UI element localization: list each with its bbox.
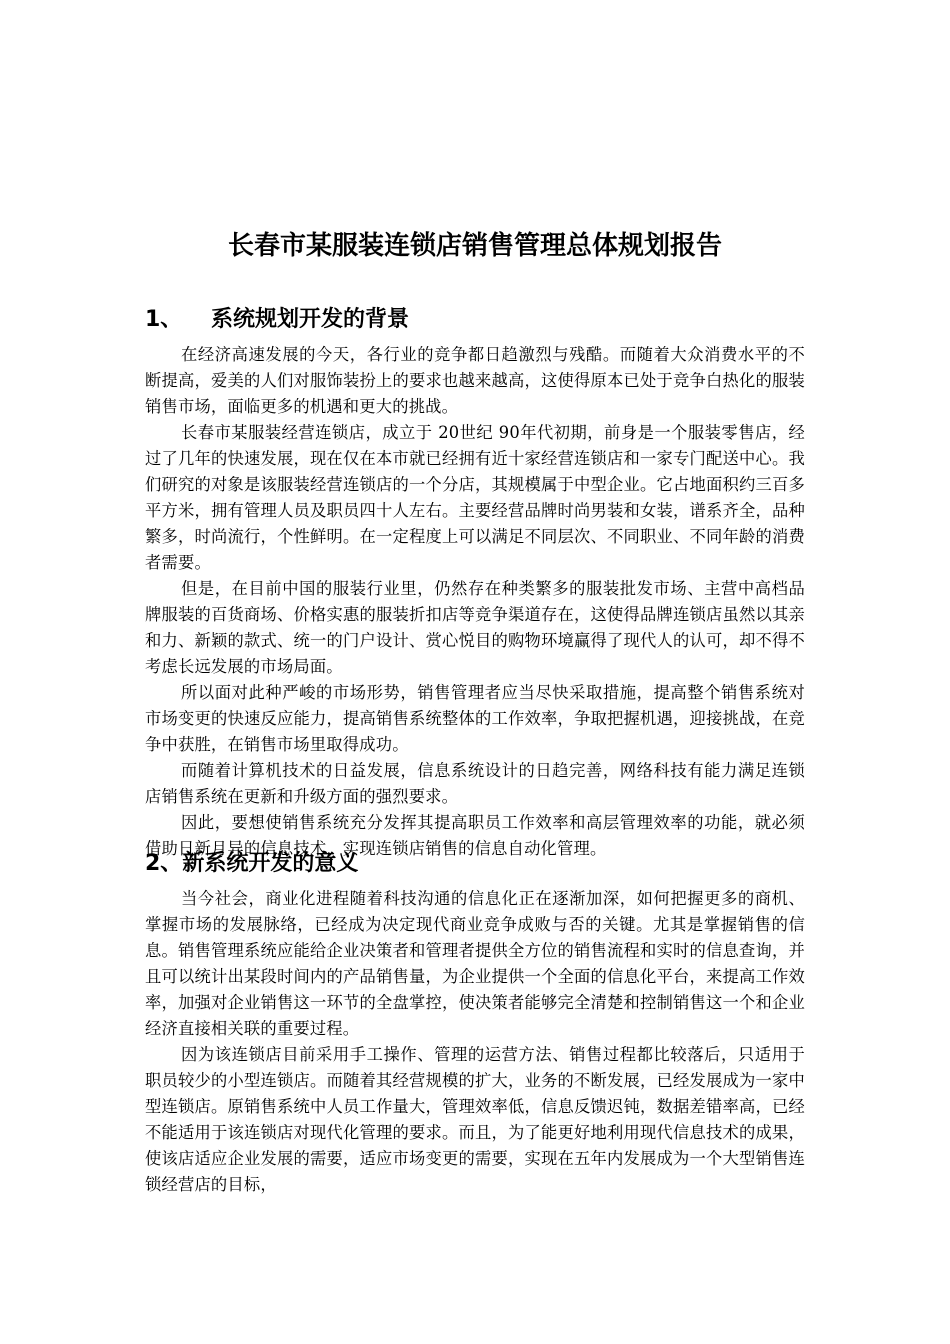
paragraph: 当今社会，商业化进程随着科技沟通的信息化正在逐渐加深，如何把握更多的商机、掌握市场的发展脉络，已经成为决定现代商业竞争成败与否的关键。尤其是掌握销售的信息。销售管理系统应能给企业决策者和管理者提供全方位的销售流程和实时的信息查询，并且可以统计出某段时间内的产品销售量，为企业提供一个全面的信息化平台，来提高工作效率，加强对企业销售这一环节的全盘掌控，使决策者能够完全清楚和控制销售这一个和企业经济直接相关联的重要过程。 xyxy=(145,889,805,1038)
section-significance xyxy=(145,846,805,1198)
paragraph: 所以面对此种严峻的市场形势，销售管理者应当尽快采取措施，提高整个销售系统对市场变更的快速反应能力，提高销售系统整体的工作效率，争取把握机遇，迎接挑战，在竞争中获胜，在销售市场里取得成功。 xyxy=(145,683,805,754)
paragraph: 但是，在目前中国的服装行业里，仍然存在种类繁多的服装批发市场、主营中高档品牌服装的百货商场、价格实惠的服装折扣店等竞争渠道存在，这使得品牌连锁店虽然以其亲和力、新颖的款式、统一的门户设计、赏心悦目的购物环境赢得了现代人的认可，却不得不考虑长远发展的市场局面。 xyxy=(145,579,805,676)
section-heading xyxy=(145,302,805,338)
section-number: 2、 xyxy=(145,851,183,876)
paragraph: 在经济高速发展的今天，各行业的竞争都日趋激烈与残酷。而随着大众消费水平的不断提高，爱美的人们对服饰装扮上的要求也越来越高，这使得原本已处于竞争白热化的服装销售市场，面临更多的机遇和更大的挑战。 xyxy=(145,345,805,416)
paragraph: 因为该连锁店目前采用手工操作、管理的运营方法、销售过程都比较落后，只适用于职员较少的小型连锁店。而随着其经营规模的扩大，业务的不断发展，已经发展成为一家中型连锁店。原销售系统中人员工作量大，管理效率低，信息反馈迟钝，数据差错率高，已经不能适用于该连锁店对现代化管理的要求。而且，为了能更好地利用现代信息技术的成果，使该店适应企业发展的需要，适应市场变更的需要，实现在五年内发展成为一个大型销售连锁经营店的目标， xyxy=(145,1045,805,1194)
section-background xyxy=(145,302,805,862)
paragraph: 而随着计算机技术的日益发展，信息系统设计的日趋完善，网络科技有能力满足连锁店销售系统在更新和升级方面的强烈要求。 xyxy=(145,761,805,806)
section-title: 新系统开发的意义 xyxy=(182,851,359,876)
section-heading xyxy=(145,846,805,882)
document-title: 长春市某服装连锁店销售管理总体规划报告 xyxy=(227,231,722,261)
section-title: 系统规划开发的背景 xyxy=(211,307,410,332)
paragraph: 长春市某服装经营连锁店，成立于 20世纪 90年代初期，前身是一个服装零售店，经过了几年的快速发展，现在仅在本市就已经拥有近十家经营连锁店和一家专门配送中心。我们研究的对象是该服装经营连锁店的一个分店，其规模属于中型企业。它占地面积约三百多平方米，拥有管理人员及职员四十人左右。主要经营品牌时尚男装和女装，谱系齐全，品种繁多，时尚流行，个性鲜明。在一定程度上可以满足不同层次、不同职业、不同年龄的消费者需要。 xyxy=(145,423,805,572)
paragraph: 因此，要想使销售系统充分发挥其提高职员工作效率和高层管理效率的功能，就必须借助日新月异的信息技术，实现连锁店销售的信息自动化管理。 xyxy=(145,813,805,858)
section-number: 1、 xyxy=(145,307,183,332)
